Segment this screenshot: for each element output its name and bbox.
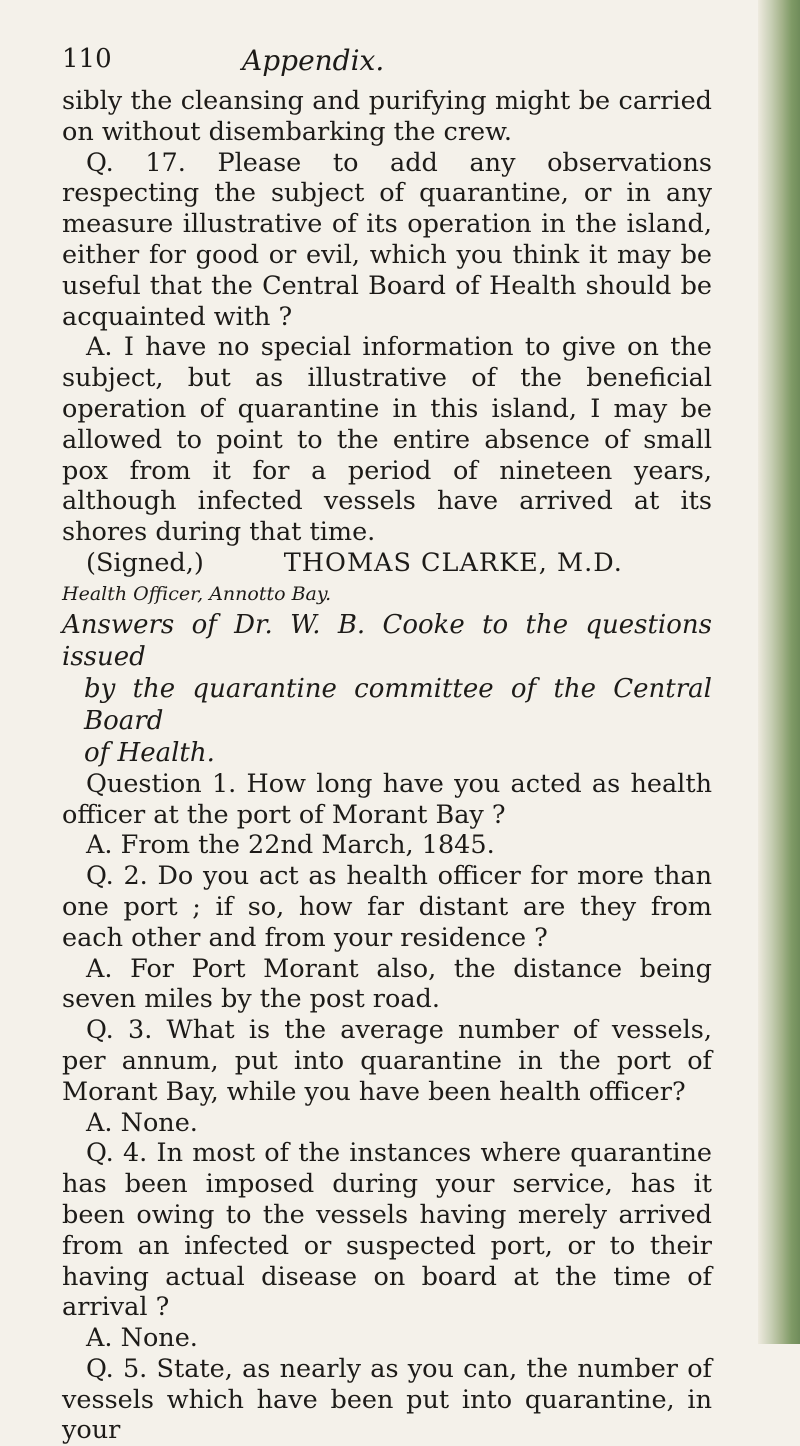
running-head: Appendix. [242, 44, 385, 77]
question-4: Q. 4. In most of the instances where quarantine has been imposed during your service, has it been owing to the vessels having merely arrived from an infected or suspected port, or to their having actual disease on board at the time of arrival ? [62, 1138, 712, 1323]
signature-line [62, 548, 712, 579]
page-header [62, 44, 710, 84]
section-heading-line-3: of Health. [84, 737, 215, 768]
page-number: 110 [62, 44, 112, 74]
page-edge-shadow [758, 0, 800, 1344]
answer-17: A. I have no special information to give on the subject, but as illustrative of the beneficial operation of quarantine in this island, I may be allowed to point to the entire absence of small pox from it for a period of nineteen years, although infected vessels have arrived at its shores during that time. [62, 332, 712, 548]
signatory-name: THOMAS CLARKE, M.D. [283, 547, 623, 578]
section-heading-line-2: by the quarantine committee of the Central Board [84, 673, 712, 736]
signed-label: (Signed,) [86, 547, 204, 578]
answer-1: A. From the 22nd March, 1845. [86, 830, 495, 861]
question-17: Q. 17. Please to add any observations respecting the subject of quarantine, or in any measure illustrative of its operation in the island, either for good or evil, which you think it may be useful that the Central Board of Health should be acquainted with ? [62, 147, 712, 332]
question-2: Q. 2. Do you act as health officer for more than one port ; if so, how far distant are they from each other and from your residence ? [62, 861, 712, 953]
signature-block [62, 548, 712, 609]
answer-3: A. None. [86, 1107, 198, 1138]
section-heading-line-1: Answers of Dr. W. B. Cooke to the questions issued [62, 609, 712, 672]
page-body [62, 86, 712, 1446]
question-5: Q. 5. State, as nearly as you can, the number of vessels which have been put into quarantine, in your [62, 1353, 712, 1446]
section-heading [62, 609, 712, 769]
answer-4: A. None. [86, 1323, 198, 1354]
question-1: Question 1. How long have you acted as health officer at the port of Morant Bay ? [62, 768, 712, 830]
signatory-title: Health Officer, Annotto Bay. [62, 582, 332, 605]
paragraph-continued: sibly the cleansing and purifying might be carried on without disembarking the crew. [62, 86, 712, 147]
answer-2: A. For Port Morant also, the distance being seven miles by the post road. [62, 953, 712, 1015]
question-3: Q. 3. What is the average number of vessels, per annum, put into quarantine in the port of Morant Bay, while you have been health officer? [62, 1015, 712, 1107]
